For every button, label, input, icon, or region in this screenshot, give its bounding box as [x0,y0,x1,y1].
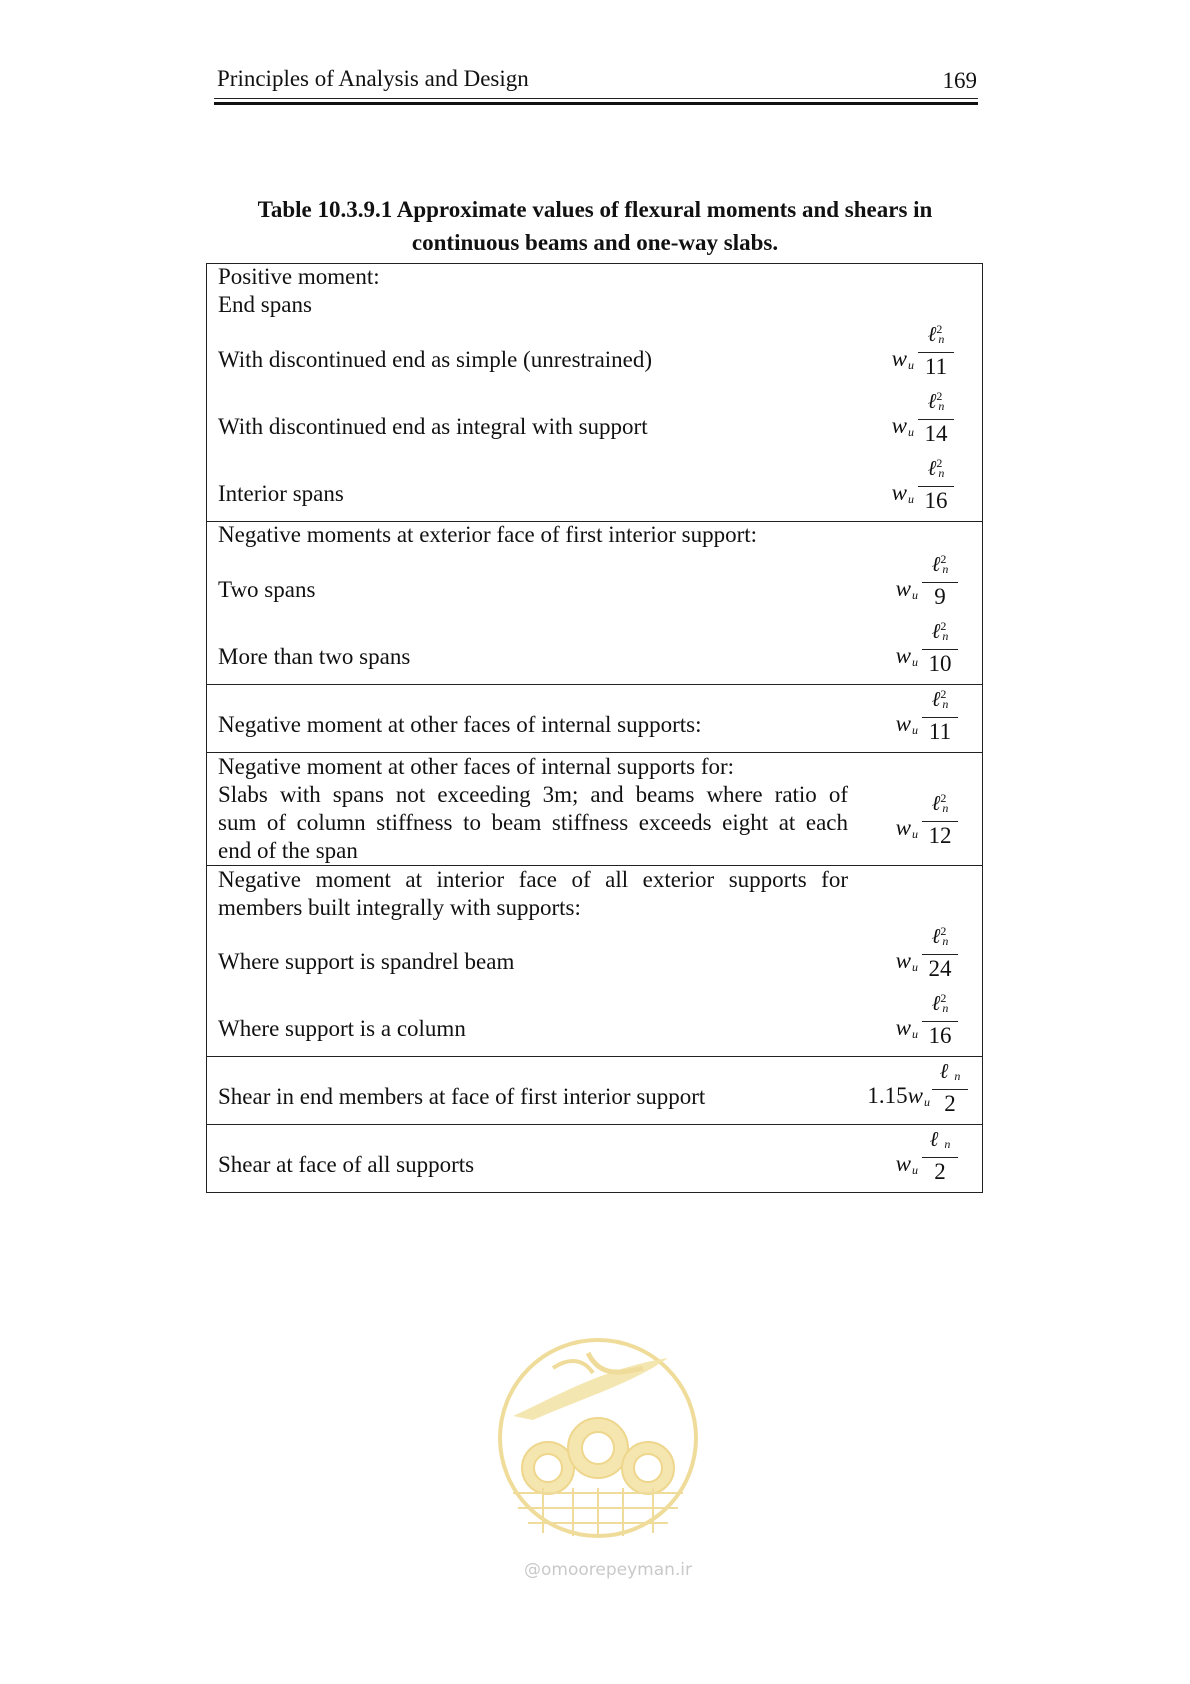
heading-end-spans: End spans [218,292,312,317]
slabs-line-1: Negative moment at other faces of internal supports for: [218,754,735,779]
fraction-bar [922,717,958,718]
formula-denominator: 16 [928,1023,952,1048]
table-row [207,989,982,1056]
formula-denominator: 12 [928,823,952,848]
formula [838,619,958,682]
formula-denominator: 11 [928,719,952,744]
formula-numerator: ℓ$^2_n$ [931,552,949,576]
formula-denominator: 11 [924,354,948,379]
formula-denominator: 24 [928,956,952,981]
formula-denominator: 2 [934,1159,946,1184]
formula-denominator: 16 [924,488,948,513]
formula-denominator: 14 [924,421,948,446]
table-caption [200,193,990,259]
row-label: With discontinued end as integral with support [218,414,648,439]
row-label: Shear at face of all supports [218,1152,475,1177]
block-positive-moment [207,264,982,522]
fraction-bar [932,1089,968,1090]
slabs-line-2: Slabs with spans not exceeding 3m; and beams where ratio of [218,782,848,807]
moments-table [206,263,983,1193]
fraction-bar [922,954,958,955]
table-row [207,1125,982,1192]
formula-coefficient: $w_u$ [891,480,914,506]
row-label: Where support is a column [218,1016,466,1041]
formula [838,1127,958,1190]
formula-coefficient: $w_u$ [895,948,918,974]
row-label: Interior spans [218,481,344,506]
formula-coefficient: $w_u$ [895,1015,918,1041]
table-row [207,387,982,454]
formula-coefficient: $1.15w_u$ [867,1083,930,1109]
fraction-bar [918,486,954,487]
interior-face-line-2: members built integrally with supports: [218,895,581,920]
block-negative-other-faces [207,685,982,753]
slabs-line-3: sum of column stiffness to beam stiffness exceeds eight at each [218,810,848,835]
interior-face-paragraph [218,866,848,922]
page-number: 169 [942,68,977,93]
formula [838,991,958,1054]
formula-denominator: 2 [944,1091,956,1116]
fraction-bar [922,1021,958,1022]
row-label: Shear in end members at face of first interior support [218,1084,706,1109]
formula [838,552,958,615]
formula-numerator: ℓ $_n$ [929,1127,951,1151]
row-label: Two spans [218,577,316,602]
block-negative-slabs [207,753,982,866]
block-negative-exterior-face [207,522,982,685]
slabs-line-4: end of the span [218,838,358,863]
table-row [207,922,982,989]
formula [834,389,954,452]
heading-negative-exterior: Negative moments at exterior face of first interior support: [218,522,758,547]
header-rule-thick [214,102,978,105]
fraction-bar [918,352,954,353]
formula-numerator: ℓ$^2_n$ [927,456,945,480]
formula [828,1059,968,1122]
formula [834,322,954,385]
table-row [207,550,982,617]
formula-numerator: ℓ$^2_n$ [931,791,949,815]
formula-numerator: ℓ$^2_n$ [931,924,949,948]
fraction-bar [922,582,958,583]
fraction-bar [922,1157,958,1158]
row-label: More than two spans [218,644,411,669]
formula [834,456,954,519]
formula-coefficient: $w_u$ [895,815,918,841]
table-row [207,320,982,387]
fraction-bar [918,419,954,420]
fraction-bar [922,649,958,650]
block-shear-all-supports [207,1125,982,1192]
formula-coefficient: $w_u$ [895,711,918,737]
table-row [207,617,982,684]
slabs-paragraph [218,753,848,865]
fraction-bar [922,821,958,822]
row-label: Negative moment at other faces of internal supports: [218,712,702,737]
table-row [207,685,982,752]
formula-coefficient: $w_u$ [895,1151,918,1177]
interior-face-line-1: Negative moment at interior face of all exterior supports for [218,867,848,892]
running-title: Principles of Analysis and Design [217,66,529,91]
formula-coefficient: $w_u$ [895,576,918,602]
formula-numerator: ℓ$^2_n$ [931,619,949,643]
row-heading [207,264,982,292]
formula-numerator: ℓ$^2_n$ [927,322,945,346]
formula-denominator: 9 [934,584,946,609]
table-row [207,454,982,521]
formula-numerator: ℓ$^2_n$ [927,389,945,413]
formula-numerator: ℓ$^2_n$ [931,687,949,711]
block-shear-end-members [207,1057,982,1125]
row-label: Where support is spandrel beam [218,949,515,974]
formula-denominator: 10 [928,651,952,676]
formula-numerator: ℓ $_n$ [939,1059,961,1083]
block-negative-interior-face-exterior-supports [207,866,982,1057]
row-label: With discontinued end as simple (unrestrained) [218,347,653,372]
header-rule-thin [214,98,978,99]
formula [838,791,958,854]
formula-coefficient: $w_u$ [895,643,918,669]
caption-line-2: continuous beams and one-way slabs. [411,230,779,255]
formula [838,924,958,987]
watermark-url: @omoorepeyman.ir [523,1560,693,1580]
row-heading [207,292,982,320]
table-row [207,1057,982,1124]
formula-numerator: ℓ$^2_n$ [931,991,949,1015]
watermark-logo-icon [493,1328,703,1578]
heading-positive-moment: Positive moment: [218,264,380,289]
formula [838,687,958,750]
row-heading [207,522,982,550]
formula-coefficient: $w_u$ [891,413,914,439]
running-header [217,64,977,92]
caption-line-1: Table 10.3.9.1 Approximate values of flexural moments and shears in [257,197,933,222]
formula-coefficient: $w_u$ [891,346,914,372]
